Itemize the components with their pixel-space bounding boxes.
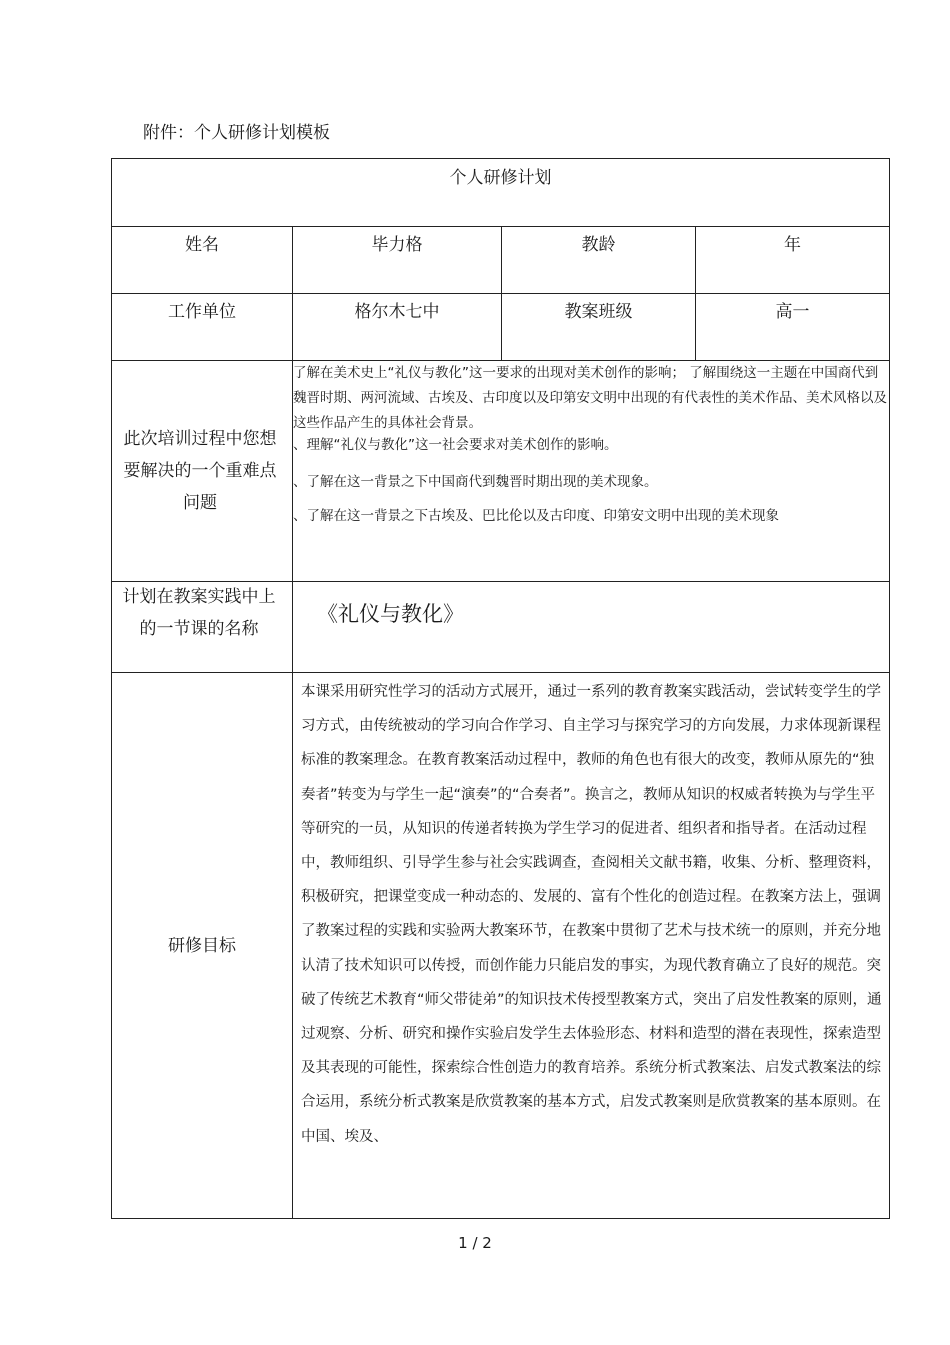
difficulty-label-cell xyxy=(112,361,293,582)
difficulty-line: 、了解在这一背景之下古埃及、巴比伦以及古印度、印第安文明中出现的美术现象 xyxy=(293,508,779,524)
lesson-label-cell xyxy=(112,582,293,673)
name-value: 毕力格 xyxy=(371,235,423,255)
lesson-value-cell xyxy=(293,582,890,673)
class-value: 高一 xyxy=(775,302,810,322)
difficulty-line: 、理解“礼仪与教化”这一社会要求对美术创作的影响。 xyxy=(293,437,618,453)
name-label: 姓名 xyxy=(185,235,219,255)
class-label-cell xyxy=(502,294,696,361)
research-plan-table xyxy=(111,158,890,1219)
goal-label-cell xyxy=(112,673,293,1219)
goal-label: 研修目标 xyxy=(168,935,236,956)
teaching-years-label: 教龄 xyxy=(581,235,616,255)
lesson-name: 《礼仪与教化》 xyxy=(317,602,464,626)
class-label: 教案班级 xyxy=(564,302,633,322)
class-value-cell xyxy=(696,294,890,361)
difficulty-line: 了解在美术史上“礼仪与教化”这一要求的出现对美术创作的影响； 了解围绕这一主题在中国商代到魏晋时期、两河流域、古埃及、古印度以及印第安文明中出现的有代表性的美术作品、美术风格以及这些作品产生的具体社会背景。 xyxy=(293,365,887,431)
difficulty-label: 此次培训过程中您想要解决的一个重难点问题 xyxy=(123,429,277,513)
unit-label: 工作单位 xyxy=(168,302,236,322)
teaching-years-value-cell xyxy=(696,227,890,294)
unit-label-cell xyxy=(112,294,293,361)
attachment-title: 附件：个人研修计划模板 xyxy=(143,123,330,143)
name-value-cell xyxy=(293,227,502,294)
table-title: 个人研修计划 xyxy=(449,168,552,188)
goal-text: 本课采用研究性学习的活动方式展开，通过一系列的教育教案实践活动，尝试转变学生的学习方式，由传统被动的学习向合作学习、自主学习与探究学习的方向发展，力求体现新课程标准的教案理念。在教育教案活动过程中，教师的角色也有很大的改变，教师从原先的“独奏者”转变为与学生一起“演奏”的“合奏者”。换言之，教师从知识的权威者转换为与学生平等研究的一员，从知识的传递者转换为学生学习的促进者、组织者和指导者。在活动过程中，教师组织、引导学生参与社会实践调查，查阅相关文献书籍，收集、分析、整理资料，积极研究，把课堂变成一种动态的、发展的、富有个性化的创造过程。在教案方法上，强调了教案过程的实践和实验两大教案环节，在教案中贯彻了艺术与技术统一的原则，并充分地认清了技术知识可以传授，而创作能力只能启发的事实，为现代教育确立了良好的规范。突破了传统艺术教育“师父带徒弟”的知识技术传授型教案方式，突出了启发性教案的原则，通过观察、分析、研究和操作实验启发学生去体验形态、材料和造型的潜在表现性，探索造型及其表现的可能性，探索综合性创造力的教育培养。系统分析式教案法、启发式教案法的综合运用，系统分析式教案是欣赏教案的基本方式，启发式教案则是欣赏教案的基本原则。在中国、埃及、 xyxy=(301,684,882,1145)
name-label-cell xyxy=(112,227,293,294)
goal-content-cell xyxy=(293,673,890,1219)
teaching-years-value: 年 xyxy=(784,235,801,255)
unit-value: 格尔木七中 xyxy=(354,302,440,322)
difficulty-content-cell xyxy=(293,361,890,582)
difficulty-line: 、了解在这一背景之下中国商代到魏晋时期出现的美术现象。 xyxy=(293,474,658,490)
teaching-years-label-cell xyxy=(502,227,696,294)
unit-value-cell xyxy=(293,294,502,361)
table-title-cell xyxy=(112,159,890,227)
lesson-label: 计划在教案实践中上的一节课的名称 xyxy=(122,587,276,639)
page-indicator: 1 / 2 xyxy=(458,1234,492,1252)
